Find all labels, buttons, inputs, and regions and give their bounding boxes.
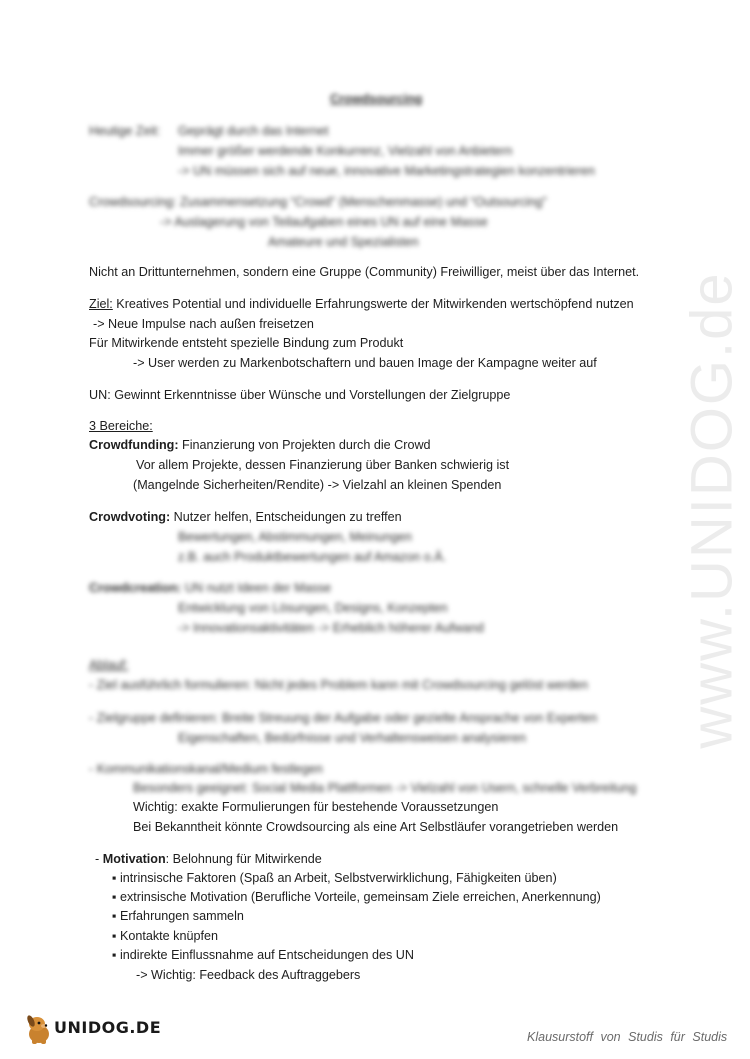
- wichtig-line: Wichtig: exakte Formulierungen für bestehende Voraussetzungen: [133, 800, 499, 814]
- motivation-line: [95, 851, 322, 867]
- ablauf-line-2: - Zielgruppe definieren: Breite Streuung der Aufgabe oder gezielte Ansprache von Experten: [89, 711, 598, 725]
- community-line: Nicht an Drittunternehmen, sondern eine Gruppe (Community) Freiwilliger, meist über das Internet.: [89, 265, 640, 279]
- ablauf-line-2b: Eigenschaften, Bedürfnisse und Verhaltensweisen analysieren: [178, 731, 526, 745]
- crowdvoting-line-2: Bewertungen, Abstimmungen, Meinungen: [178, 530, 412, 544]
- ablauf-line-1: - Ziel ausführlich formulieren: Nicht jedes Problem kann mit Crowdsourcing gelöst werden: [89, 678, 589, 692]
- dog-icon: [22, 1012, 56, 1046]
- bekanntheit-line: Bei Bekanntheit könnte Crowdsourcing als eine Art Selbstläufer vorangetrieben werden: [133, 820, 619, 834]
- intro-line-3: -> UN müssen sich auf neue, innovative Marketingstrategien konzentrieren: [178, 164, 595, 178]
- ziel-label: Ziel:: [89, 297, 113, 311]
- crowdfunding-line-3: (Mangelnde Sicherheiten/Rendite) -> Vielzahl an kleinen Spenden: [133, 478, 502, 492]
- bereiche-heading: 3 Bereiche:: [89, 419, 153, 433]
- bullet-item-1: ▪ intrinsische Faktoren (Spaß an Arbeit, Selbstverwirklichung, Fähigkeiten üben): [112, 871, 557, 885]
- ablauf-heading: Ablauf:: [89, 658, 129, 672]
- ablauf-line-3b: Besonders geeignet: Social Media Plattformen -> Vielzahl von Usern, schnelle Verbreitung: [133, 781, 637, 795]
- ablauf-line-3: - Kommunikationskanal/Medium festlegen: [89, 762, 323, 776]
- watermark: www.UNIDOG.de: [679, 271, 745, 749]
- definition-line-1: Crowdsourcing: Zusammensetzung “Crowd” (Menschenmasse) und “Outsourcing”: [89, 195, 547, 209]
- page-title: Crowdsourcing: [330, 92, 423, 106]
- botschafter-line: -> User werden zu Markenbotschaftern und bauen Image der Kampagne weiter auf: [133, 356, 597, 370]
- crowdfunding-line-2: Vor allem Projekte, dessen Finanzierung über Banken schwierig ist: [136, 458, 510, 472]
- impulse-line: -> Neue Impulse nach außen freisetzen: [93, 317, 314, 331]
- definition-line-3: Amateure und Spezialisten: [268, 235, 419, 249]
- crowdfunding-text: Finanzierung von Projekten durch die Crowd: [178, 438, 431, 452]
- crowdcreation-line-3: -> Innovationsaktivitäten -> Erheblich höherer Aufwand: [178, 621, 484, 635]
- ziel-text: Kreatives Potential und individuelle Erfahrungswerte der Mitwirkenden wertschöpfend nutzen: [112, 297, 634, 311]
- definition-line-2: -> Auslagerung von Teilaufgaben eines UN auf eine Masse: [160, 215, 488, 229]
- crowdvoting-line: [89, 509, 402, 525]
- bindung-line: Für Mitwirkende entsteht spezielle Bindung zum Produkt: [89, 336, 404, 350]
- crowdvoting-text: Nutzer helfen, Entscheidungen zu treffen: [170, 510, 402, 524]
- bullet-item-5: ▪ indirekte Einflussnahme auf Entscheidungen des UN: [112, 948, 414, 962]
- intro-line-1: Geprägt durch das Internet: [178, 124, 329, 138]
- logo-text: UNIDOG.DE: [54, 1018, 162, 1037]
- motivation-label: Motivation: [102, 852, 166, 866]
- crowdvoting-line-3: z.B. auch Produktbewertungen auf Amazon o.Ä.: [178, 550, 447, 564]
- footer-tagline: Klausurstoff von Studis für Studis: [527, 1030, 728, 1044]
- bullet-item-3: ▪ Erfahrungen sammeln: [112, 909, 244, 923]
- unidog-logo: [22, 1012, 162, 1048]
- erkenntnisse-line: UN: Gewinnt Erkenntnisse über Wünsche und Vorstellungen der Zielgruppe: [89, 388, 511, 402]
- crowdcreation-text: UN nutzt Ideen der Masse: [181, 581, 332, 595]
- intro-label: Heutige Zeit:: [89, 124, 161, 138]
- bullet-item-4: ▪ Kontakte knüpfen: [112, 929, 218, 943]
- crowdfunding-label: Crowdfunding:: [89, 438, 179, 452]
- crowdcreation-line: [89, 580, 331, 596]
- crowdfunding-line: [89, 437, 431, 453]
- crowdvoting-label: Crowdvoting:: [89, 510, 171, 524]
- motivation-text: : Belohnung für Mitwirkende: [165, 852, 322, 866]
- motivation-prefix: -: [95, 852, 103, 866]
- crowdcreation-label: Crowdcreation:: [89, 581, 182, 595]
- crowdcreation-line-2: Entwicklung von Lösungen, Designs, Konzepten: [178, 601, 448, 615]
- intro-line-2: Immer größer werdende Konkurrenz, Vielzahl von Anbietern: [178, 144, 513, 158]
- feedback-line: -> Wichtig: Feedback des Auftraggebers: [136, 968, 361, 982]
- bullet-item-2: ▪ extrinsische Motivation (Berufliche Vorteile, gemeinsam Ziele erreichen, Anerkennung): [112, 890, 601, 904]
- ziel-line: [89, 296, 634, 312]
